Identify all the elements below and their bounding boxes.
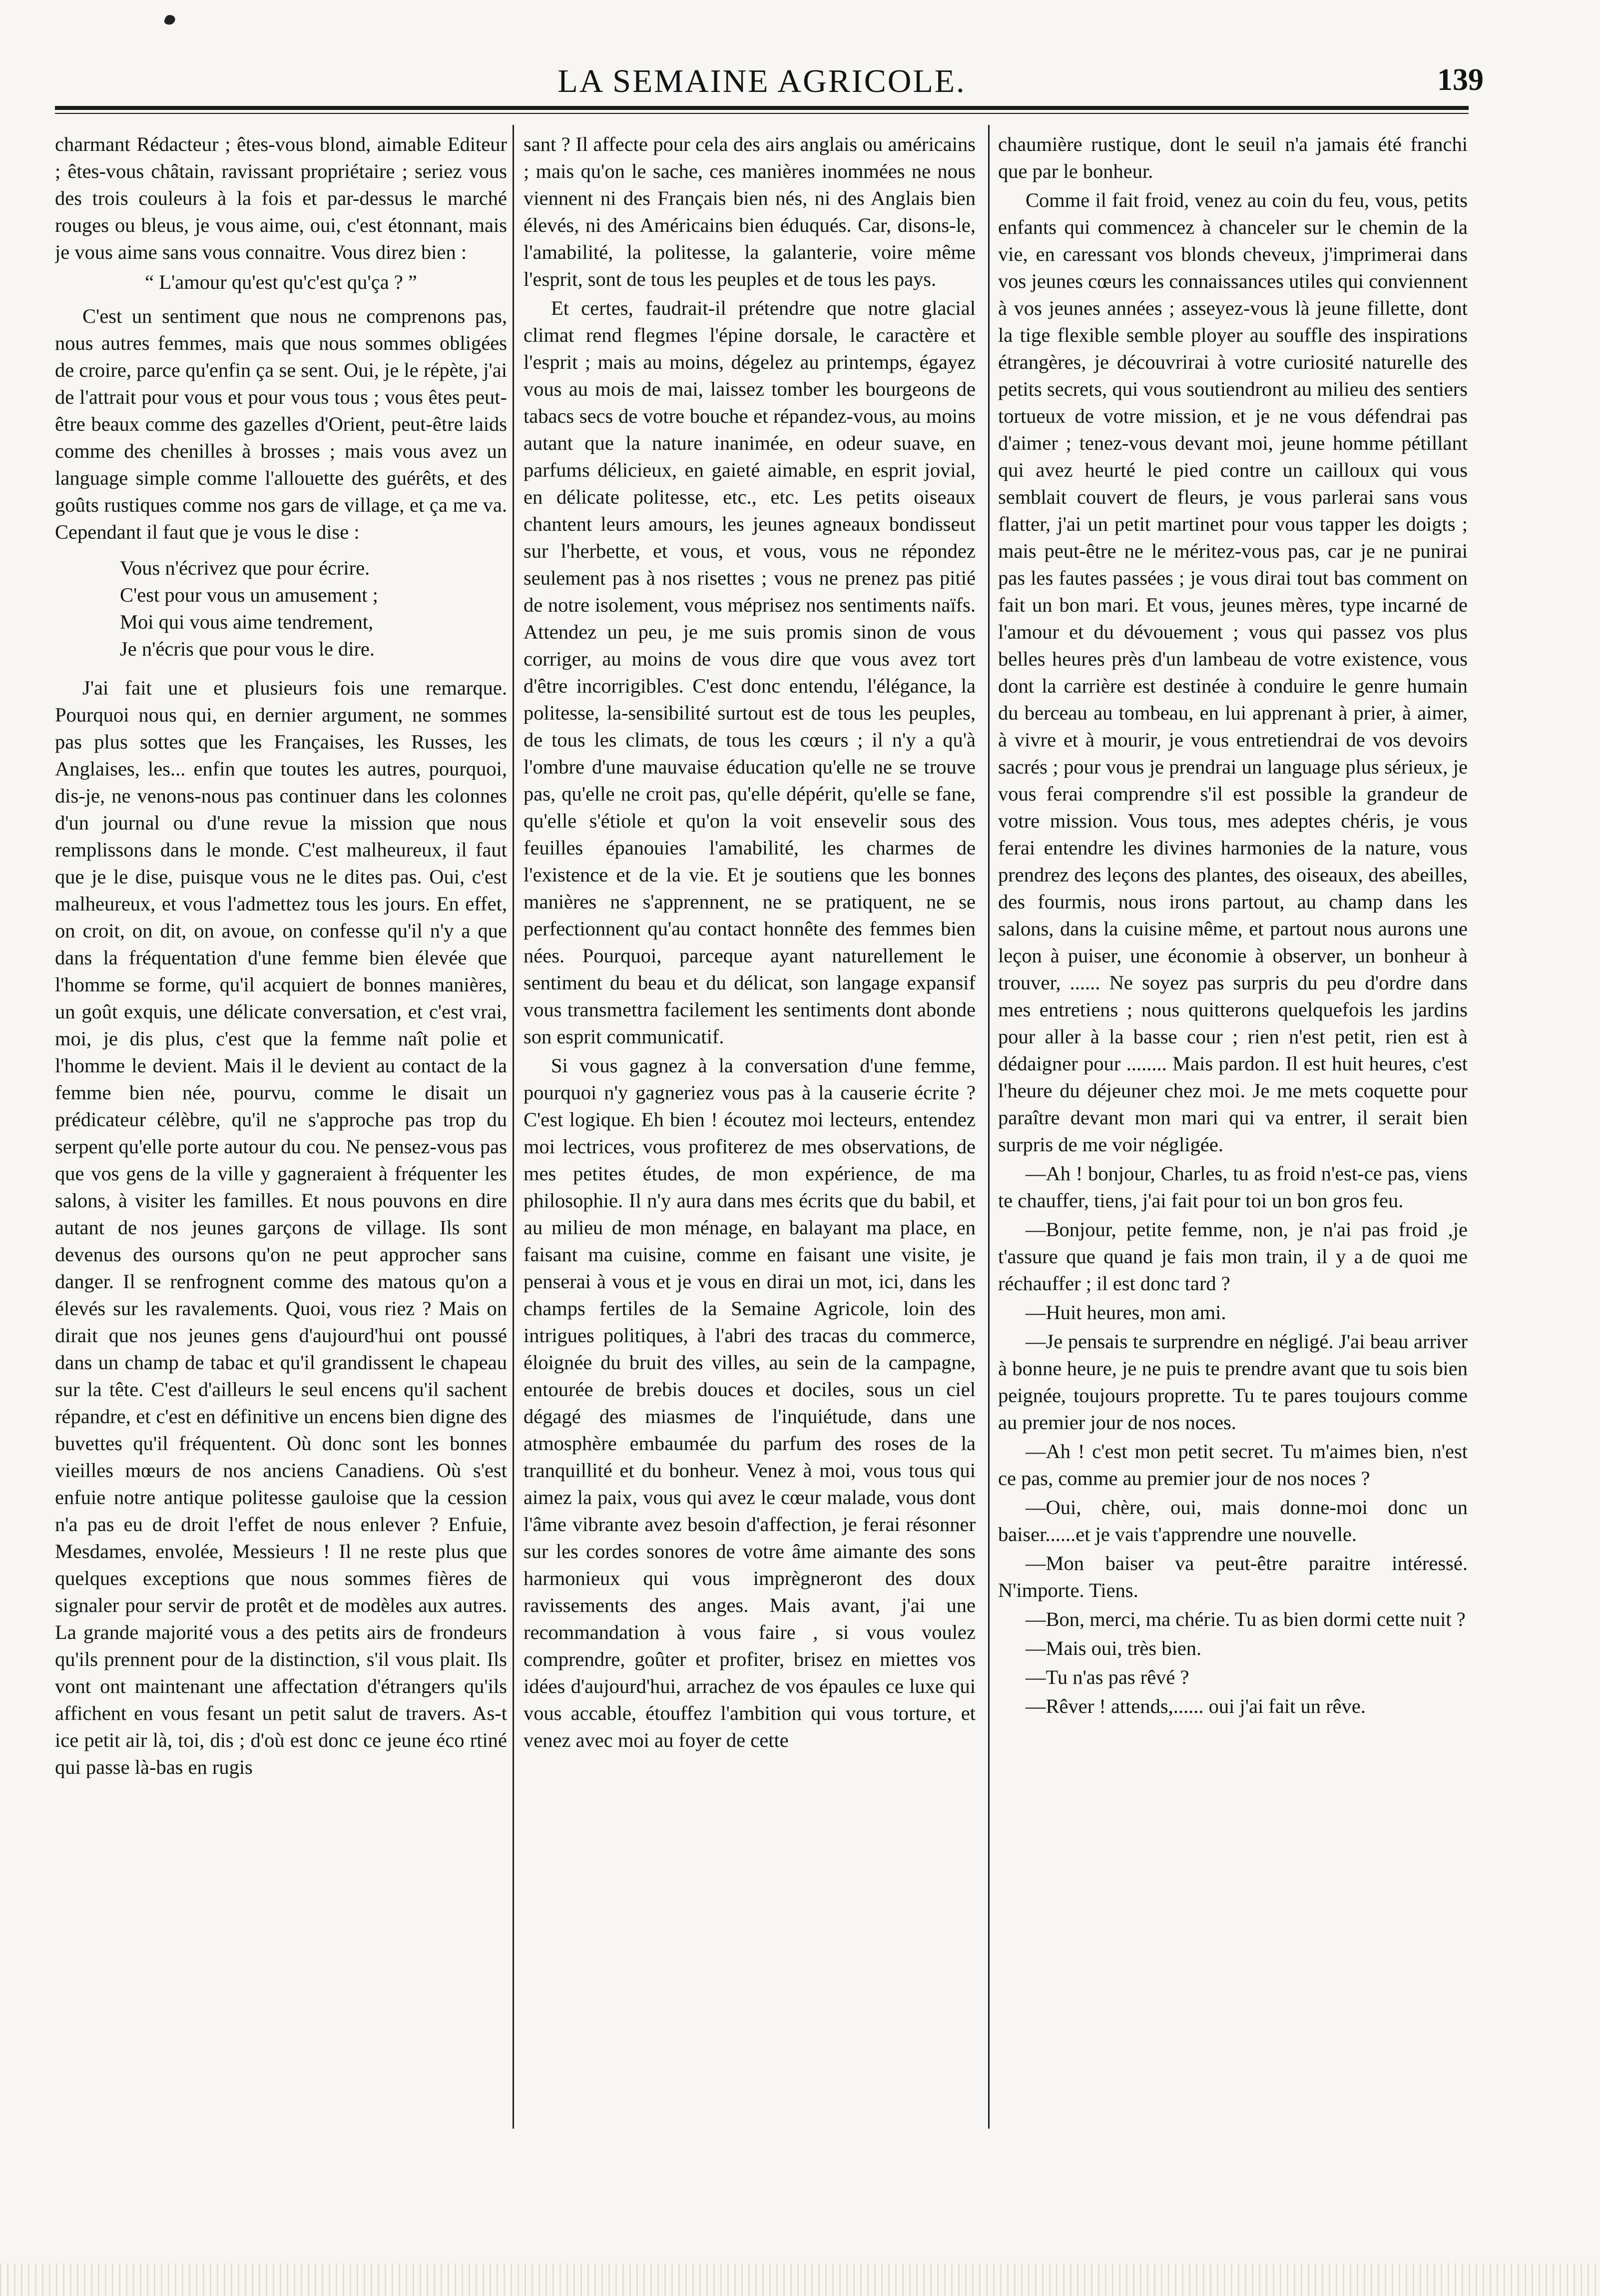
paragraph: chaumière rustique, dont le seuil n'a jamais été franchi que par le bonheur. bbox=[998, 133, 1468, 182]
verse-line: Vous n'écrivez que pour écrire. bbox=[120, 557, 370, 579]
column-2 bbox=[524, 131, 976, 2130]
paragraph: Si vous gagnez à la conversation d'une femme, pourquoi n'y gagneriez vous pas à la causerie écrite ? C'est logique. Eh bien ! écoutez moi lecteurs, entendez moi lectrices, vous profiterez de mes observations, de mes petites études, de mon expérience, de ma philosophie. Il n'y aura dans mes écrits que du babil, et au milieu de mon ménage, en balayant ma place, en faisant ma cuisine, comme en faisant une visite, je penserai à vous et je vous en dirai un mot, ici, dans les champs fertiles de la Semaine Agricole, loin des intrigues politiques, à l'abri des tracas du commerce, éloignée du bruit des villes, au sein de la campagne, entourée de brebis douces et dociles, sous un ciel dégagé des miasmes de l'inquiétude, dans une atmosphère embaumée du parfum des roses de la tranquillité et du bonheur. Venez à moi, vous tous qui aimez la paix, vous qui avez le cœur malade, vous dont l'âme vibrante avez besoin d'affection, je ferai résonner sur les cordes sonores de votre âme aimante des sons harmonieux qui vous imprègneront des doux ravissements des anges. Mais avant, j'ai une recommandation à vous faire , si vous voulez comprendre, goûter et profiter, brisez en miettes vos idées d'aujourd'hui, arrachez de vos épaules ce luxe qui vous accable, étouffez l'ambition qui vous torture, et venez avec moi au foyer de cette bbox=[524, 1054, 976, 1751]
paragraph: —Tu n'as pas rêvé ? bbox=[1026, 1666, 1189, 1688]
header-rule bbox=[55, 106, 1469, 110]
column-3 bbox=[998, 131, 1468, 2130]
paragraph: —Mais oui, très bien. bbox=[1026, 1637, 1202, 1659]
page-header bbox=[55, 52, 1484, 107]
verse-line: C'est pour vous un amusement ; bbox=[120, 584, 378, 606]
paragraph: —Ah ! c'est mon petit secret. Tu m'aimes bien, n'est ce pas, comme au premier jour de nos noces ? bbox=[998, 1440, 1468, 1490]
paragraph: Et certes, faudrait-il prétendre que notre glacial climat rend flegmes l'épine dorsale, le caractère et l'esprit ; mais au moins, dégelez au printemps, égayez vous au mois de mai, laissez tomber les bourgeons de tabacs secs de votre bouche et répandez-vous, au moins autant que la nature inanimée, en odeur suave, en parfums délicieux, en gaieté aimable, en esprit jovial, en délicate politesse, etc., etc. Les petits oiseaux chantent leurs amours, les jeunes agneaux bondisseut sur l'herbette, et vous, et vous, vous ne répondez seulement pas à nos risettes ; vous ne prenez pas pitié de notre isolement, vous méprisez nos sentiments naïfs. Attendez un peu, je me suis promis sinon de vous corriger, au moins de vous dire que vous avez tort d'être incorrigibles. C'est donc entendu, l'élégance, la politesse, la-sensibilité surtout est de tous les peuples, de tous les climats, de tous les cœurs ; il n'y a qu'à l'ombre d'une mauvaise éducation qu'elle ne se trouve pas, qu'elle ne croit pas, qu'elle dépérit, qu'elle se fane, qu'elle s'étiole et qu'on la voit ensevelir sous des feuilles épanouies l'amabilité, les charmes de l'existence et de la vie. Et je soutiens que les bonnes manières ne s'apprennent, ne se pratiquent, ne se perfectionnent qu'au contact honnête des femmes bien nées. Pourquoi, parceque ayant naturellement le sentiment du beau et du délicat, son langage expansif vous transmettra facilement les sentiments dont abonde son esprit communicatif. bbox=[524, 297, 976, 1048]
page-number: 139 bbox=[1437, 63, 1484, 97]
paragraph: —Rêver ! attends,...... oui j'ai fait un rêve. bbox=[1026, 1695, 1366, 1717]
paragraph: J'ai fait une et plusieurs fois une remarque. Pourquoi nous qui, en dernier argument, ne sommes pas plus sottes que les Françaises, les Russes, les Anglaises, les... enfin que toutes les autres, pourquoi, dis-je, ne venons-nous pas continuer dans les colonnes d'un journal ou d'une revue la mission que nous remplissons dans le monde. C'est malheureux, il faut que je le dise, puisque vous ne le dites pas. Oui, c'est malheureux, et vous l'admettez tous les jours. En effet, on croit, on dit, on avoue, on confesse qu'il n'y a que dans la fréquentation d'une femme bien élevée que l'homme se forme, qu'il acquiert de bonnes manières, un goût exquis, une délicate conversation, et c'est vrai, moi, je dis plus, c'est que la femme naît polie et l'homme le devient. Mais il le devient au contact de la femme bien née, pourvu, comme le disait un prédicateur célèbre, qu'il ne s'approche pas trop du serpent qu'elle porte autour du cou. Ne pensez-vous pas que vos gens de la ville y gagneraient à fréquenter les salons, à visiter les familles. Et nous pouvons en dire autant de nos jeunes garçons de village. Ils sont devenus des oursons qu'on ne peut approcher sans danger. Il se renfrognent comme des matous qu'on a élevés sur les ravalements. Quoi, vous riez ? Mais on dirait que nos jeunes gens d'aujourd'hui ont poussé dans un champ de tabac et qu'il grandissent le chapeau sur la tête. C'est d'ailleurs le seul encens qu'il sachent répandre, et c'est en définitive un encens bien digne des buvettes qu'il fréquentent. Où donc sont les bonnes vieilles mœurs de nos anciens Canadiens. Où s'est enfuie notre antique politesse gauloise que la cession n'a pas eu de droit l'effet de nous enlever ? Enfuie, Mesdames, envolée, Messieurs ! Il ne reste plus que quelques exceptions que nous sommes fières de signaler pour servir de protêt et de modèles aux autres. La grande majorité vous a des petits airs de frondeurs qu'ils prennent pour de la distinction, s'il vous plait. Ils vont ont maintenant une affectation d'étrangers qu'ils affichent en vous fesant un petit salut de travers. As-t ice petit air là, toi, dis ; d'où est donc ce jeune éco rtiné qui passe là-bas en rugis bbox=[55, 677, 507, 1778]
paragraph: —Oui, chère, oui, mais donne-moi donc un baiser......et je vais t'apprendre une nouvelle. bbox=[998, 1496, 1468, 1545]
column-1 bbox=[55, 131, 507, 2130]
paragraph: sant ? Il affecte pour cela des airs anglais ou américains ; mais qu'on le sache, ces manières inommées ne nous viennent ni des Français bien nés, ni des Anglais bien élevés, ni des Américains bien éduqués. Car, disons-le, l'amabilité, la politesse, la galanterie, voire même l'esprit, sont de tous les peuples et de tous les pays. bbox=[524, 133, 976, 290]
verse bbox=[55, 555, 507, 663]
verse-line: Je n'écris que pour vous le dire. bbox=[120, 638, 375, 660]
scan-edge bbox=[0, 2264, 1600, 2296]
quotation: “ L'amour qu'est qu'c'est qu'ça ? ” bbox=[145, 271, 417, 293]
column-divider bbox=[513, 125, 514, 2129]
header-rule-thin bbox=[55, 113, 1469, 114]
paragraph: —Ah ! bonjour, Charles, tu as froid n'est-ce pas, viens te chauffer, tiens, j'ai fait pour toi un bon gros feu. bbox=[998, 1162, 1468, 1212]
paragraph: —Bonjour, petite femme, non, je n'ai pas froid ,je t'assure que quand je fais mon train, il y a de quoi me réchauffer ; il est donc tard ? bbox=[998, 1218, 1468, 1295]
paragraph: —Huit heures, mon ami. bbox=[1026, 1301, 1226, 1324]
journal-title: LA SEMAINE AGRICOLE. bbox=[557, 63, 966, 99]
paragraph: Comme il fait froid, venez au coin du feu, vous, petits enfants qui commencez à chanceler sur le chemin de la vie, en caressant vos blonds cheveux, j'imprimerai dans vos jeunes cœurs les connaissances utiles qui conviennent à vos jeunes années ; asseyez-vous là jeune fillette, dont la tige flexible semble ployer au souffle des inspirations étrangères, je découvrirai à votre curiosité naturelle des petits secrets, qui vous soutiendront au milieu des sentiers tortueux de votre mission, et je ne vous défendrai pas d'aimer ; tenez-vous devant moi, jeune homme pétillant qui avez heurté le pied contre un cailloux qui vous semblait couvert de fleurs, je vous parlerai sans vous flatter, j'ai un petit martinet pour vous tapper les doigts ; mais peut-être ne le méritez-vous pas, car je ne punirai pas les fautes passées ; je vous dirai tout bas comment on fait un bon mari. Et vous, jeunes mères, type incarné de l'amour et du dévouement ; vous qui passez vos plus belles heures près d'un lambeau de votre existence, vous dont la carrière est destinée à conduire le genre humain du berceau au tombeau, en lui apprenant à prier, à aimer, à vivre et à mourir, je vous entretiendrai de vos devoirs sacrés ; pour vous je prendrai un language plus sérieux, je vous ferai comprendre s'il est possible la grandeur de votre mission. Vous tous, mes adeptes chéris, je vous ferai entendre les divines harmonies de la nature, vous prendrez des leçons des plantes, des oiseaux, des abeilles, des fourmis, nous irons partout, au champ dans les salons, dans la cuisine même, et partout nous aurons une leçon à puiser, une économie à observer, un bonheur à trouver, ...... Ne soyez pas surpris du peu d'ordre dans mes entretiens ; nous quitterons quelquefois les jardins pour aller à la basse cour ; rien n'est petit, rien est à dédaigner pour ........ Mais pardon. Il est huit heures, c'est l'heure du déjeuner chez moi. Je me mets coquette pour paraître devant mon mari qui va entrer, il serait bien surpris de me voir négligée. bbox=[998, 189, 1468, 1156]
paragraph: C'est un sentiment que nous ne comprenons pas, nous autres femmes, mais que nous sommes obligées de croire, parce qu'enfin ça se sent. Oui, je le répète, j'ai de l'attrait pour vous et pour vous tous ; vous êtes peut-être beaux comme des gazelles d'Orient, peut-être laids comme des chenilles à brosses ; mais vous avez un language simple comme l'allouette des guérêts, et des goûts rustiques comme nos gars de village, et ça me va. Cependant il faut que je vous le dise : bbox=[55, 305, 507, 543]
column-divider bbox=[988, 125, 990, 2129]
paragraph: —Mon baiser va peut-être paraitre intéressé. N'importe. Tiens. bbox=[998, 1552, 1468, 1601]
verse-line: Moi qui vous aime tendrement, bbox=[120, 611, 374, 633]
paragraph: —Je pensais te surprendre en négligé. J'ai beau arriver à bonne heure, je ne puis te prendre avant que tu sois bien peignée, toujours proprette. Tu te pares toujours comme au premier jour de nos noces. bbox=[998, 1330, 1468, 1434]
ink-mark bbox=[163, 13, 176, 26]
paragraph: charmant Rédacteur ; êtes-vous blond, aimable Editeur ; êtes-vous châtain, ravissant propriétaire ; seriez vous des trois couleurs à la fois et par-dessus le marché rouges ou bleus, je vous aime, oui, c'est étonnant, mais je vous aime sans vous connaitre. Vous direz bien : bbox=[55, 133, 507, 263]
paragraph: —Bon, merci, ma chérie. Tu as bien dormi cette nuit ? bbox=[1026, 1608, 1466, 1630]
